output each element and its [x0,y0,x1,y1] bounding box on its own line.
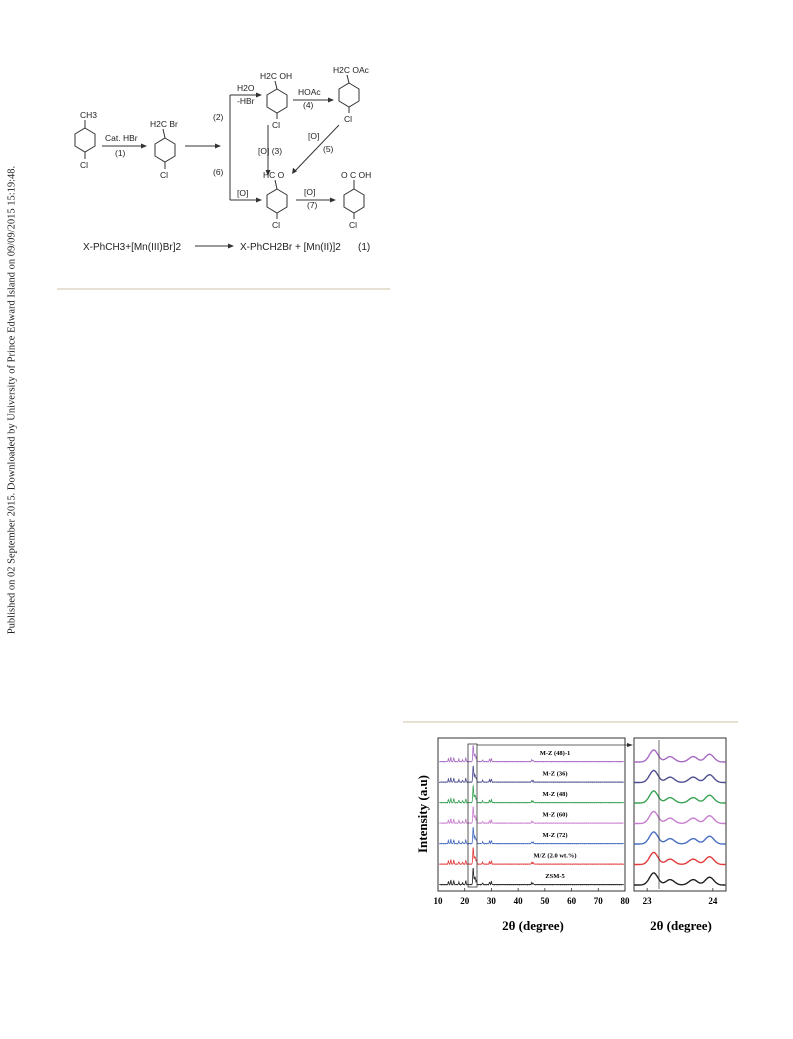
label-ch3: CH3 [80,110,98,120]
label-h2coh: H2C OH [260,71,293,81]
label-cooh: O C OH [341,170,372,180]
xrd-trace-main [439,807,623,824]
equation-left: X-PhCH3+[Mn(III)Br]2 [83,242,182,253]
equation-number: (1) [358,242,371,253]
label-h2coac: H2C OAc [333,65,369,75]
label-cl-5: Cl [272,220,281,230]
reagent-step7: [O] [304,187,316,197]
ring-aldehyde [267,189,287,213]
series-label: M-Z (48)-1 [539,750,571,757]
xrd-trace-inset [634,812,725,824]
label-hco: HC O [263,170,285,180]
provenance-sidebar [0,0,24,1039]
x-tick-label: 60 [567,896,577,906]
num-step4: (4) [303,100,314,110]
x-axis-label-main: 2θ (degree) [502,918,564,933]
ring-benzyl-alcohol [267,89,287,113]
xrd-trace-main [439,868,623,885]
xrd-trace-main [439,746,623,762]
xrd-trace-main [439,766,623,783]
ring-toluene [75,128,95,152]
xrd-main-panel [434,738,634,906]
xrd-trace-inset [634,791,725,803]
reagent-step2-a: H2O [237,83,255,93]
ring-benzyl-acetate [339,83,359,107]
reagent-step3: [O] (3) [258,146,283,156]
y-axis-label: Intensity (a.u) [415,774,430,854]
x-tick-label: 50 [540,896,550,906]
reagent-step2-b: -HBr [237,96,255,106]
series-label: M/Z (2.0 wt.%) [533,852,577,860]
series-label: M-Z (48) [542,791,568,798]
num-step1: (1) [115,148,126,158]
label-cl-6: Cl [349,220,358,230]
xrd-trace-main [439,786,623,803]
x-tick-label: 30 [486,896,496,906]
x-tick-label: 20 [460,896,470,906]
label-cl-2: Cl [160,170,169,180]
xrd-trace-inset [634,750,725,762]
ring-benzyl-bromide [155,138,175,162]
reagent-step1: Cat. HBr [105,133,138,143]
xrd-trace-main [439,848,623,865]
xrd-trace-inset [634,873,725,885]
xrd-inset-panel [634,738,726,906]
num-step7: (7) [307,200,318,210]
reagent-step5: [O] [308,131,320,141]
provenance-text: Published on 02 September 2015. Downloaded by University of Prince Edward Island on 09/09/2015 15:19:48. [6,165,18,635]
divider-left [57,288,390,290]
reaction-scheme [55,55,395,280]
divider-right [403,721,738,723]
xrd-figure [405,728,745,943]
num-step2: (2) [213,112,224,122]
label-cl-3: Cl [272,120,281,130]
label-h2cbr: H2C Br [150,119,178,129]
series-label: M-Z (60) [542,811,568,819]
equation-right: X-PhCH2Br + [Mn(II)]2 [240,242,341,253]
xrd-trace-inset [634,832,725,844]
label-cl-4: Cl [344,114,353,124]
xrd-trace-inset [634,853,725,865]
inset-x-tick-label: 24 [708,896,718,906]
x-tick-label: 80 [620,896,630,906]
inset-x-tick-label: 23 [642,896,652,906]
x-tick-label: 10 [433,896,443,906]
ring-acid [344,189,364,213]
x-tick-label: 40 [513,896,523,906]
series-label: M-Z (36) [542,770,568,778]
series-label: ZSM-5 [545,873,565,880]
x-axis-label-inset: 2θ (degree) [650,918,712,933]
reagent-step6: [O] [237,188,249,198]
xrd-trace-main [439,827,623,844]
zoom-arrow-head [627,743,633,747]
xrd-trace-inset [634,771,725,783]
series-label: M-Z (72) [542,832,568,839]
label-cl-1: Cl [80,160,89,170]
x-tick-label: 70 [593,896,603,906]
num-step5: (5) [323,144,334,154]
num-step6: (6) [213,167,224,177]
reagent-step4: HOAc [298,87,321,97]
